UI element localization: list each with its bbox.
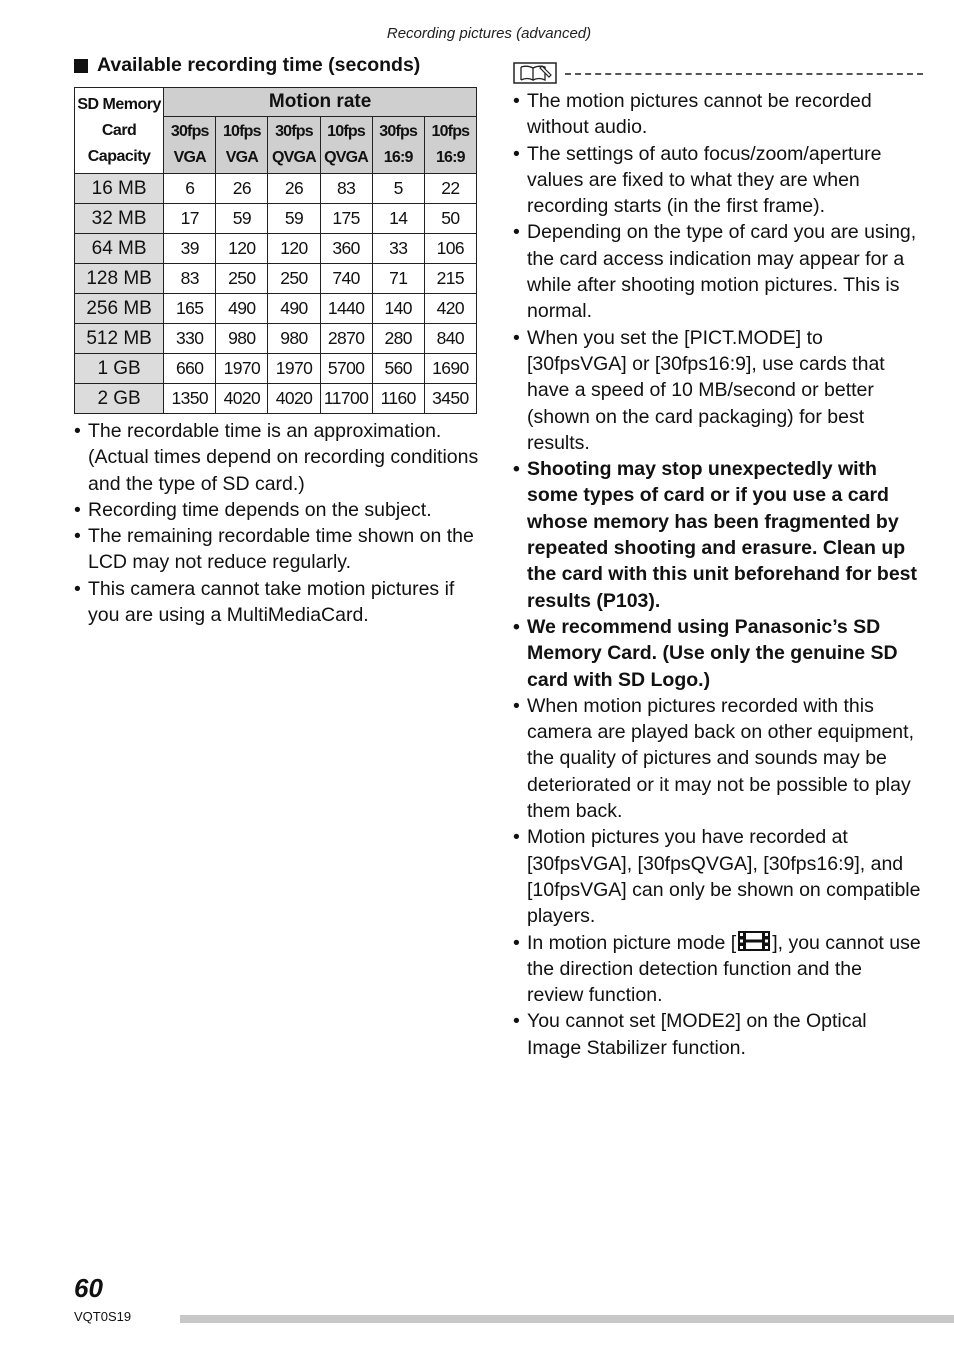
value-cell: 120 xyxy=(216,234,268,264)
value-cell: 120 xyxy=(268,234,320,264)
list-item: • When motion pictures recorded with this camera are played back on other equipment, the quality of pictures and sounds may be deteriorated or it may not be possible to play them back. xyxy=(513,693,923,824)
running-header: Recording pictures (advanced) xyxy=(386,25,592,42)
footer-bar xyxy=(180,1315,954,1323)
recording-time-table xyxy=(74,87,477,414)
list-item: • We recommend using Panasonic’s SD Memory Card. (Use only the genuine SD card with SD Logo.) xyxy=(513,614,923,693)
note-header xyxy=(513,60,923,86)
value-cell: 420 xyxy=(424,294,476,324)
right-notes xyxy=(513,88,923,1061)
list-item: • Motion pictures you have recorded at [30fpsVGA], [30fpsQVGA], [30fps16:9], and [10fpsVGA] can only be shown on compatible players. xyxy=(513,824,923,929)
value-cell: 22 xyxy=(424,174,476,204)
value-cell: 280 xyxy=(372,324,424,354)
value-cell: 6 xyxy=(164,174,216,204)
mode-header: 10fps QVGA xyxy=(320,117,372,174)
value-cell: 250 xyxy=(268,264,320,294)
value-cell: 980 xyxy=(268,324,320,354)
capacity-cell: 64 MB xyxy=(75,234,164,264)
table-row xyxy=(75,324,477,354)
note-book-icon xyxy=(513,62,557,84)
value-cell: 660 xyxy=(164,354,216,384)
left-notes xyxy=(74,418,484,628)
capacity-cell: 32 MB xyxy=(75,204,164,234)
table-row xyxy=(75,234,477,264)
value-cell: 1440 xyxy=(320,294,372,324)
value-cell: 980 xyxy=(216,324,268,354)
mode-header: 30fps VGA xyxy=(164,117,216,174)
capacity-header: SD Memory Card Capacity xyxy=(75,88,164,174)
section-title-text: Available recording time (seconds) xyxy=(97,54,421,76)
table-row xyxy=(75,294,477,324)
list-item: • The remaining recordable time shown on the LCD may not reduce regularly. xyxy=(74,523,484,576)
value-cell: 560 xyxy=(372,354,424,384)
list-item: • The motion pictures cannot be recorded without audio. xyxy=(513,88,923,141)
value-cell: 26 xyxy=(216,174,268,204)
value-cell: 740 xyxy=(320,264,372,294)
value-cell: 83 xyxy=(320,174,372,204)
value-cell: 106 xyxy=(424,234,476,264)
value-cell: 5 xyxy=(372,174,424,204)
value-cell: 1350 xyxy=(164,384,216,414)
value-cell: 215 xyxy=(424,264,476,294)
value-cell: 3450 xyxy=(424,384,476,414)
value-cell: 14 xyxy=(372,204,424,234)
value-cell: 140 xyxy=(372,294,424,324)
table-row xyxy=(75,384,477,414)
value-cell: 490 xyxy=(216,294,268,324)
list-item: • Recording time depends on the subject. xyxy=(74,497,484,523)
value-cell: 50 xyxy=(424,204,476,234)
motion-picture-film-icon xyxy=(737,930,771,952)
capacity-cell: 256 MB xyxy=(75,294,164,324)
capacity-cell: 16 MB xyxy=(75,174,164,204)
capacity-cell: 1 GB xyxy=(75,354,164,384)
list-item: • The recordable time is an approximation. (Actual times depend on recording conditions and the type of SD card.) xyxy=(74,418,484,497)
value-cell: 840 xyxy=(424,324,476,354)
table-row xyxy=(75,174,477,204)
value-cell: 165 xyxy=(164,294,216,324)
list-item: • The settings of auto focus/zoom/aperture values are fixed to what they are when recording starts (in the first frame). xyxy=(513,141,923,220)
value-cell: 4020 xyxy=(268,384,320,414)
value-cell: 59 xyxy=(216,204,268,234)
value-cell: 330 xyxy=(164,324,216,354)
capacity-cell: 2 GB xyxy=(75,384,164,414)
right-column xyxy=(513,60,923,1061)
value-cell: 26 xyxy=(268,174,320,204)
value-cell: 490 xyxy=(268,294,320,324)
value-cell: 71 xyxy=(372,264,424,294)
capacity-cell: 512 MB xyxy=(75,324,164,354)
value-cell: 1160 xyxy=(372,384,424,414)
table-row xyxy=(75,354,477,384)
capacity-cell: 128 MB xyxy=(75,264,164,294)
document-code: VQT0S19 xyxy=(74,1309,132,1324)
value-cell: 83 xyxy=(164,264,216,294)
list-item: • Shooting may stop unexpectedly with some types of card or if you use a card whose memory has been fragmented by repeated shooting and erasure. Clean up the card with this unit beforehand for best results (P103). xyxy=(513,456,923,614)
mode-header: 30fps 16:9 xyxy=(372,117,424,174)
section-title xyxy=(74,54,484,77)
mode-header: 30fps QVGA xyxy=(268,117,320,174)
value-cell: 360 xyxy=(320,234,372,264)
value-cell: 250 xyxy=(216,264,268,294)
list-item: • In motion picture mode [ ], you cannot use the direction detection function and the review function. xyxy=(513,930,923,1009)
value-cell: 175 xyxy=(320,204,372,234)
value-cell: 11700 xyxy=(320,384,372,414)
page-number: 60 xyxy=(74,1273,103,1303)
value-cell: 1970 xyxy=(216,354,268,384)
value-cell: 17 xyxy=(164,204,216,234)
black-square-icon xyxy=(74,59,88,73)
value-cell: 39 xyxy=(164,234,216,264)
value-cell: 2870 xyxy=(320,324,372,354)
dashed-divider xyxy=(565,73,923,75)
value-cell: 5700 xyxy=(320,354,372,384)
motion-rate-header: Motion rate xyxy=(164,88,477,117)
list-item: • Depending on the type of card you are using, the card access indication may appear for a while after shooting motion pictures. This is normal. xyxy=(513,219,923,324)
list-item: • This camera cannot take motion pictures if you are using a MultiMediaCard. xyxy=(74,576,484,629)
value-cell: 33 xyxy=(372,234,424,264)
value-cell: 4020 xyxy=(216,384,268,414)
value-cell: 59 xyxy=(268,204,320,234)
list-item: • You cannot set [MODE2] on the Optical Image Stabilizer function. xyxy=(513,1008,923,1061)
table-row xyxy=(75,204,477,234)
value-cell: 1970 xyxy=(268,354,320,384)
table-row xyxy=(75,264,477,294)
mode-header: 10fps VGA xyxy=(216,117,268,174)
value-cell: 1690 xyxy=(424,354,476,384)
mode-header: 10fps 16:9 xyxy=(424,117,476,174)
left-column xyxy=(74,54,484,628)
list-item: • When you set the [PICT.MODE] to [30fpsVGA] or [30fps16:9], use cards that have a speed of 10 MB/second or better (shown on the card packaging) for best results. xyxy=(513,325,923,456)
